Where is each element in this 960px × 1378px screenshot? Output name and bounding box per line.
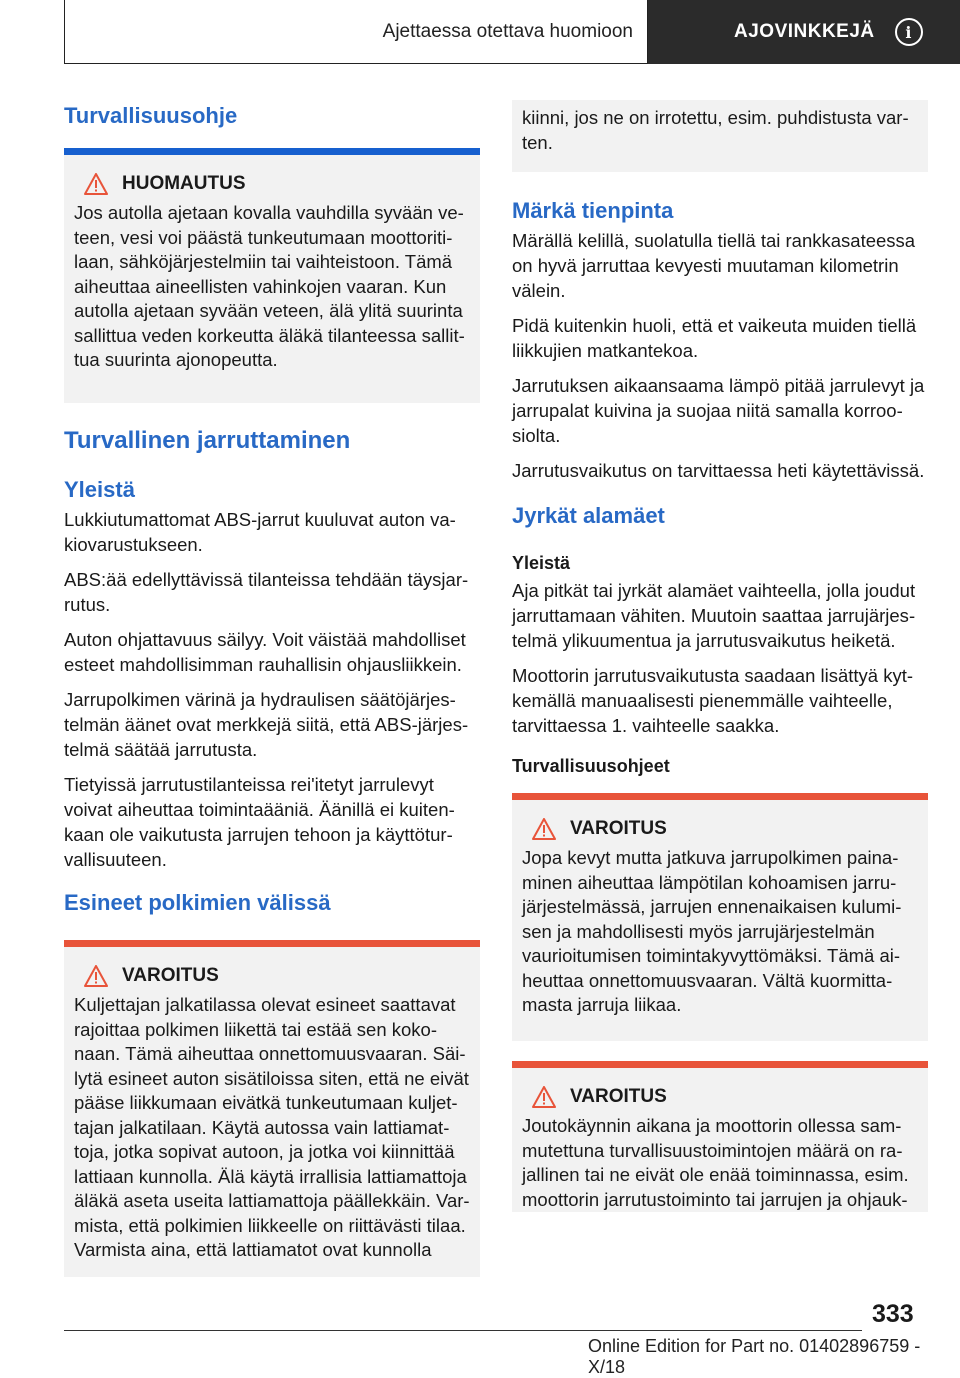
warning-title xyxy=(74,965,470,987)
warning-box xyxy=(512,1061,928,1212)
warning-text: Joutokäynnin aikana ja moottorin ollessa sammutettuna turvallisuustoimintojen määrä on rajallinen tai ne eivät ole enää toiminnassa, esim. moottorin jarrutustoiminto tai jarrujen ja ohjauk- xyxy=(522,1115,909,1210)
esineet-heading: Esineet polkimien välissä xyxy=(64,890,331,915)
warning-box xyxy=(512,793,928,1041)
warning-title xyxy=(522,818,918,840)
page-number: 333 xyxy=(872,1300,914,1328)
info-icon: i xyxy=(895,18,923,46)
paragraph: ABS:ää edellyttävissä tilanteissa tehdään täysjarrutus. xyxy=(64,569,469,615)
warning-text: Kuljettajan jalkatilassa olevat esineet saattavat rajoittaa polkimen liikettä tai estää sen kokonaan. Tämä aiheuttaa onnettomuusvaaran. Säilytä esineet auton sisätiloissa siten, että ne eivät pääse liikkumaan eivätkä tunkeutumaan kuljettajan jalkatilaan. Käytä autossa vain lattiamattoja, jotka sopivat autoon, ja jotka voi kiinnittää lattiaan kunnolla. Älä käytä irrallisia lattiamattoja äläkä aseta useita lattiamattoja päällekkäin. Varmista, että polkimien liikkeelle on riittävästi tilaa. Varmista aina, että lattiamatot ovat kunnolla xyxy=(74,994,470,1260)
warning-triangle-icon xyxy=(84,965,108,987)
right-column xyxy=(512,100,928,1212)
warning-text-continued: kiinni, jos ne on irrotettu, esim. puhdistusta varten. xyxy=(522,107,909,153)
warning-title-text: VAROITUS xyxy=(570,818,667,839)
warning-title xyxy=(522,1086,918,1108)
paragraph: Auton ohjattavuus säilyy. Voit väistää mahdolliset esteet mahdollisimman rauhallisin ohjausliikkein. xyxy=(64,629,466,675)
paragraph: Pidä kuitenkin huoli, että et vaikeuta muiden tiellä liikkujien matkantekoa. xyxy=(512,315,917,361)
warning-triangle-icon xyxy=(532,818,556,840)
jyrkat-alamaet-heading: Jyrkät alamäet xyxy=(512,503,665,528)
paragraph: Moottorin jarrutusvaikutusta saadaan lisättyä kytkemällä manuaalisesti pienemmälle vaihteelle, tarvittaessa 1. vaihteelle saakka. xyxy=(512,665,914,736)
paragraph: Aja pitkät tai jyrkät alamäet vaihteella, jolla joudut jarruttamaan vähiten. Muutoin saattaa jarrujärjestelmä ylikuumentua ja jarrutusvaikutus heiketä. xyxy=(512,580,916,651)
paragraph: Jarrutuksen aikaansaama lämpö pitää jarrulevyt ja jarrupalat kuivina ja suojaa niitä samalla korroosiolta. xyxy=(512,375,925,446)
warning-triangle-icon xyxy=(84,173,108,195)
yleista-heading: Yleistä xyxy=(64,477,135,502)
notice-title xyxy=(74,173,470,195)
yleista-subheading: Yleistä xyxy=(512,553,571,573)
warning-title-text: VAROITUS xyxy=(570,1086,667,1107)
notice-title-text: HUOMAUTUS xyxy=(122,173,246,194)
warning-title-text: VAROITUS xyxy=(122,965,219,986)
warning-triangle-icon xyxy=(532,1086,556,1108)
header-chapter-title: AJOVINKKEJÄ xyxy=(734,21,875,42)
jarruttaminen-heading: Turvallinen jarruttaminen xyxy=(64,427,351,454)
warning-text: Jopa kevyt mutta jatkuva jarrupolkimen painaminen aiheuttaa lämpötilan kohoamisen jarrujärjestelmässä, jarrujen ennenaikaisen kulumisen ja mahdollisesti myös jarrujärjestelmän vaurioitumisen toimintakyvyttömäksi. Tämä aiheuttaa onnettomuusvaaran. Vältä kuormittamasta jarruja liikaa. xyxy=(522,847,902,1015)
marka-tienpinta-heading: Märkä tienpinta xyxy=(512,198,674,223)
paragraph: Jarrutusvaikutus on tarvittaessa heti käytettävissä. xyxy=(512,460,925,481)
header-section-title: Ajettaessa otettava huomioon xyxy=(382,20,633,42)
paragraph: Märällä kelillä, suolatulla tiellä tai rankkasateessa on hyvä jarruttaa kevyesti muutaman kilometrin välein. xyxy=(512,230,916,301)
warning-box-continued xyxy=(512,100,928,172)
paragraph: Tietyissä jarrutustilanteissa rei'itetyt jarrulevyt voivat aiheuttaa toimintaääniä. Äänillä ei kuitenkaan ole vaikutusta jarrujen tehoon ja käyttöturvallisuuteen. xyxy=(64,774,455,870)
notice-box xyxy=(64,148,480,403)
turvallisuusohjeet-subheading: Turvallisuusohjeet xyxy=(512,756,670,776)
left-column xyxy=(64,100,480,1277)
footer-rule xyxy=(64,1330,862,1331)
warning-box xyxy=(64,940,480,1277)
paragraph: Lukkiutumattomat ABS-jarrut kuuluvat auton vakiovarustukseen. xyxy=(64,509,456,555)
turvallisuusohje-heading: Turvallisuusohje xyxy=(64,103,238,128)
paragraph: Jarrupolkimen värinä ja hydraulisen säätöjärjestelmän äänet ovat merkkejä siitä, että ABS-järjestelmä säätää jarrutusta. xyxy=(64,689,469,760)
header-section-tab xyxy=(64,0,648,64)
notice-text: Jos autolla ajetaan kovalla vauhdilla syvään veteen, vesi voi päästä tunkeutumaan moottoritilaan, sähköjärjestelmiin tai vaihteistoon. Tämä aiheuttaa aineellisten vahinkojen vaaran. Kun autolla ajetaan syvään veteen, älä ylitä suurinta sallittua veden korkeutta äläkä tilanteessa sallittua suurinta ajonopeutta. xyxy=(74,202,465,370)
footer-edition: Online Edition for Part no. 01402896759 - X/18 xyxy=(588,1336,921,1377)
header-chapter-tab xyxy=(648,0,960,64)
